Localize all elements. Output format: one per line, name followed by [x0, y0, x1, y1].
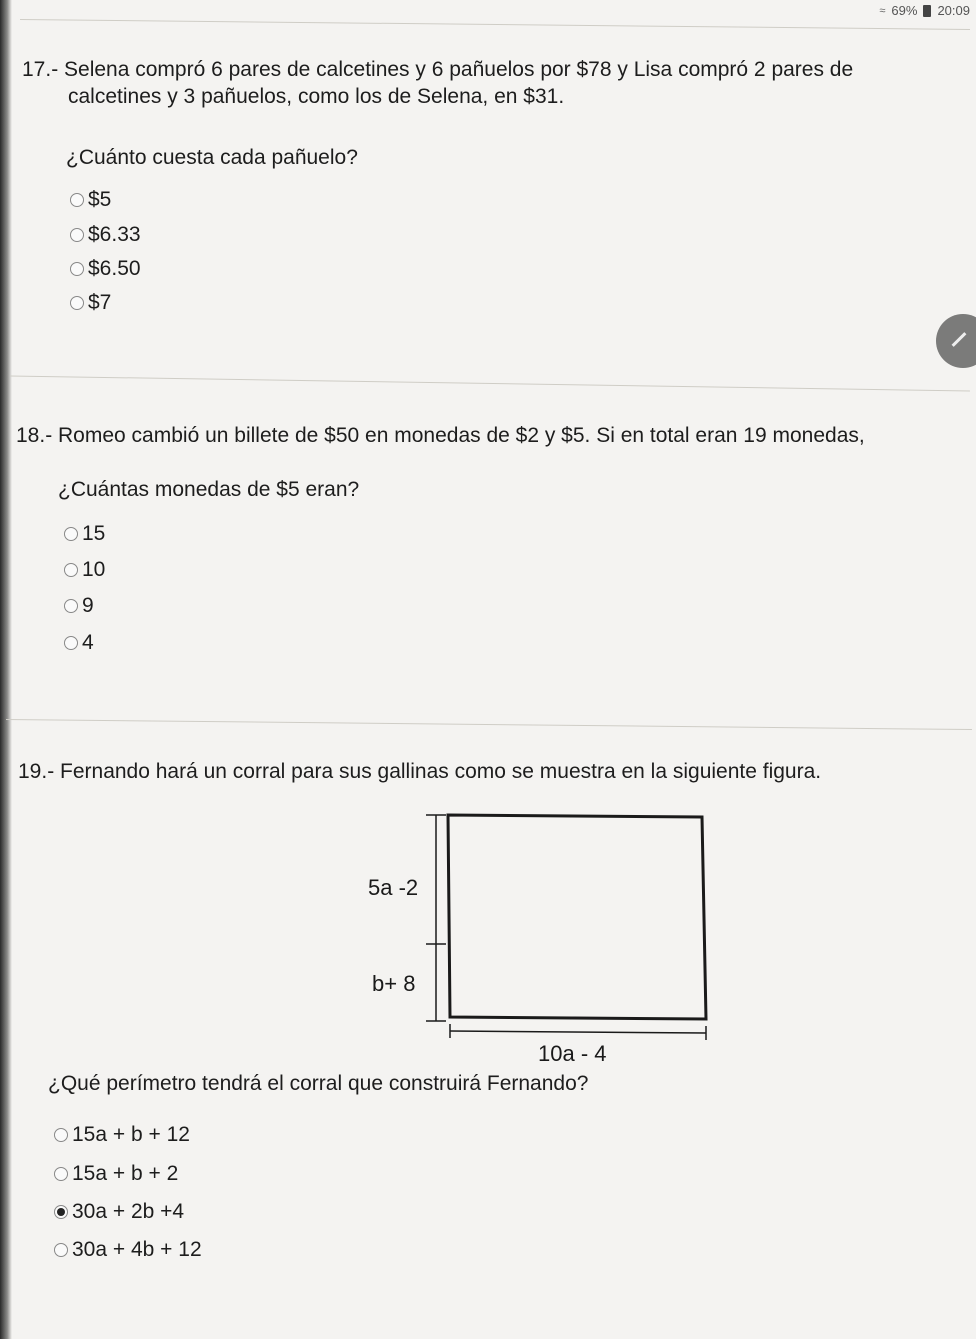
corral-rectangle — [448, 815, 706, 1019]
option-label: 10 — [82, 558, 106, 581]
radio-button[interactable] — [70, 296, 84, 310]
q19-option-2[interactable] — [54, 1162, 178, 1186]
q19-question: ¿Qué perímetro tendrá el corral que construirá Fernando? — [48, 1072, 589, 1095]
radio-button[interactable] — [64, 563, 78, 577]
divider — [6, 719, 972, 730]
q18-option-2[interactable] — [64, 558, 105, 582]
screen-edge — [0, 0, 12, 1339]
option-label: 15 — [82, 522, 106, 545]
option-label: 15a + b + 2 — [72, 1162, 179, 1185]
battery-level: 69% — [891, 3, 918, 18]
option-label: $5 — [88, 188, 112, 211]
q18-option-3[interactable] — [64, 594, 94, 618]
label-width: 10a - 4 — [538, 1041, 607, 1066]
option-label: 9 — [82, 594, 94, 617]
wifi-icon: ≈ — [879, 4, 886, 17]
q18-question: ¿Cuántas monedas de $5 eran? — [58, 478, 360, 501]
corral-figure — [0, 805, 976, 1105]
q17-option-1[interactable] — [70, 188, 111, 212]
q19-option-4[interactable] — [54, 1238, 202, 1262]
q19-option-1[interactable] — [54, 1123, 190, 1147]
q18-statement: 18.- Romeo cambió un billete de $50 en monedas de $2 y $5. Si en total eran 19 monedas, — [16, 424, 865, 447]
divider — [20, 19, 970, 30]
status-bar — [879, 3, 970, 18]
option-label: 4 — [82, 631, 94, 654]
q17-statement-line2: calcetines y 3 pañuelos, como los de Selena, en $31. — [68, 85, 565, 108]
edit-pencil-button[interactable] — [936, 314, 976, 368]
option-label: $6.50 — [88, 257, 141, 280]
radio-button-selected[interactable] — [54, 1205, 68, 1219]
option-label: 30a + 4b + 12 — [72, 1238, 202, 1261]
divider — [10, 375, 970, 391]
q19-statement: 19.- Fernando hará un corral para sus gallinas como se muestra en la siguiente figura. — [18, 760, 822, 783]
question-17 — [22, 56, 962, 110]
radio-button[interactable] — [64, 527, 78, 541]
radio-button[interactable] — [64, 599, 78, 613]
q18-option-4[interactable] — [64, 631, 94, 655]
q17-option-3[interactable] — [70, 257, 141, 281]
radio-button[interactable] — [54, 1243, 68, 1257]
option-label: $6.33 — [88, 223, 141, 246]
q17-question: ¿Cuánto cuesta cada pañuelo? — [66, 146, 358, 169]
option-label: 15a + b + 12 — [72, 1123, 190, 1146]
q17-option-2[interactable] — [70, 223, 141, 247]
radio-button[interactable] — [70, 262, 84, 276]
width-measure-line — [450, 1031, 706, 1033]
battery-icon — [923, 5, 931, 17]
q19-option-3[interactable] — [54, 1200, 184, 1224]
pencil-icon — [952, 332, 967, 347]
option-label: $7 — [88, 291, 112, 314]
q18-option-1[interactable] — [64, 522, 105, 546]
clock: 20:09 — [937, 3, 970, 18]
radio-button[interactable] — [70, 228, 84, 242]
radio-button[interactable] — [54, 1167, 68, 1181]
q17-statement-line1: 17.- Selena compró 6 pares de calcetines y 6 pañuelos por $78 y Lisa compró 2 pares de — [22, 58, 854, 81]
label-bottom-segment: b+ 8 — [372, 971, 416, 996]
radio-button[interactable] — [64, 636, 78, 650]
radio-button[interactable] — [54, 1128, 68, 1142]
q17-option-4[interactable] — [70, 291, 111, 315]
option-label: 30a + 2b +4 — [72, 1200, 185, 1223]
label-top-segment: 5a -2 — [368, 875, 419, 900]
radio-button[interactable] — [70, 193, 84, 207]
